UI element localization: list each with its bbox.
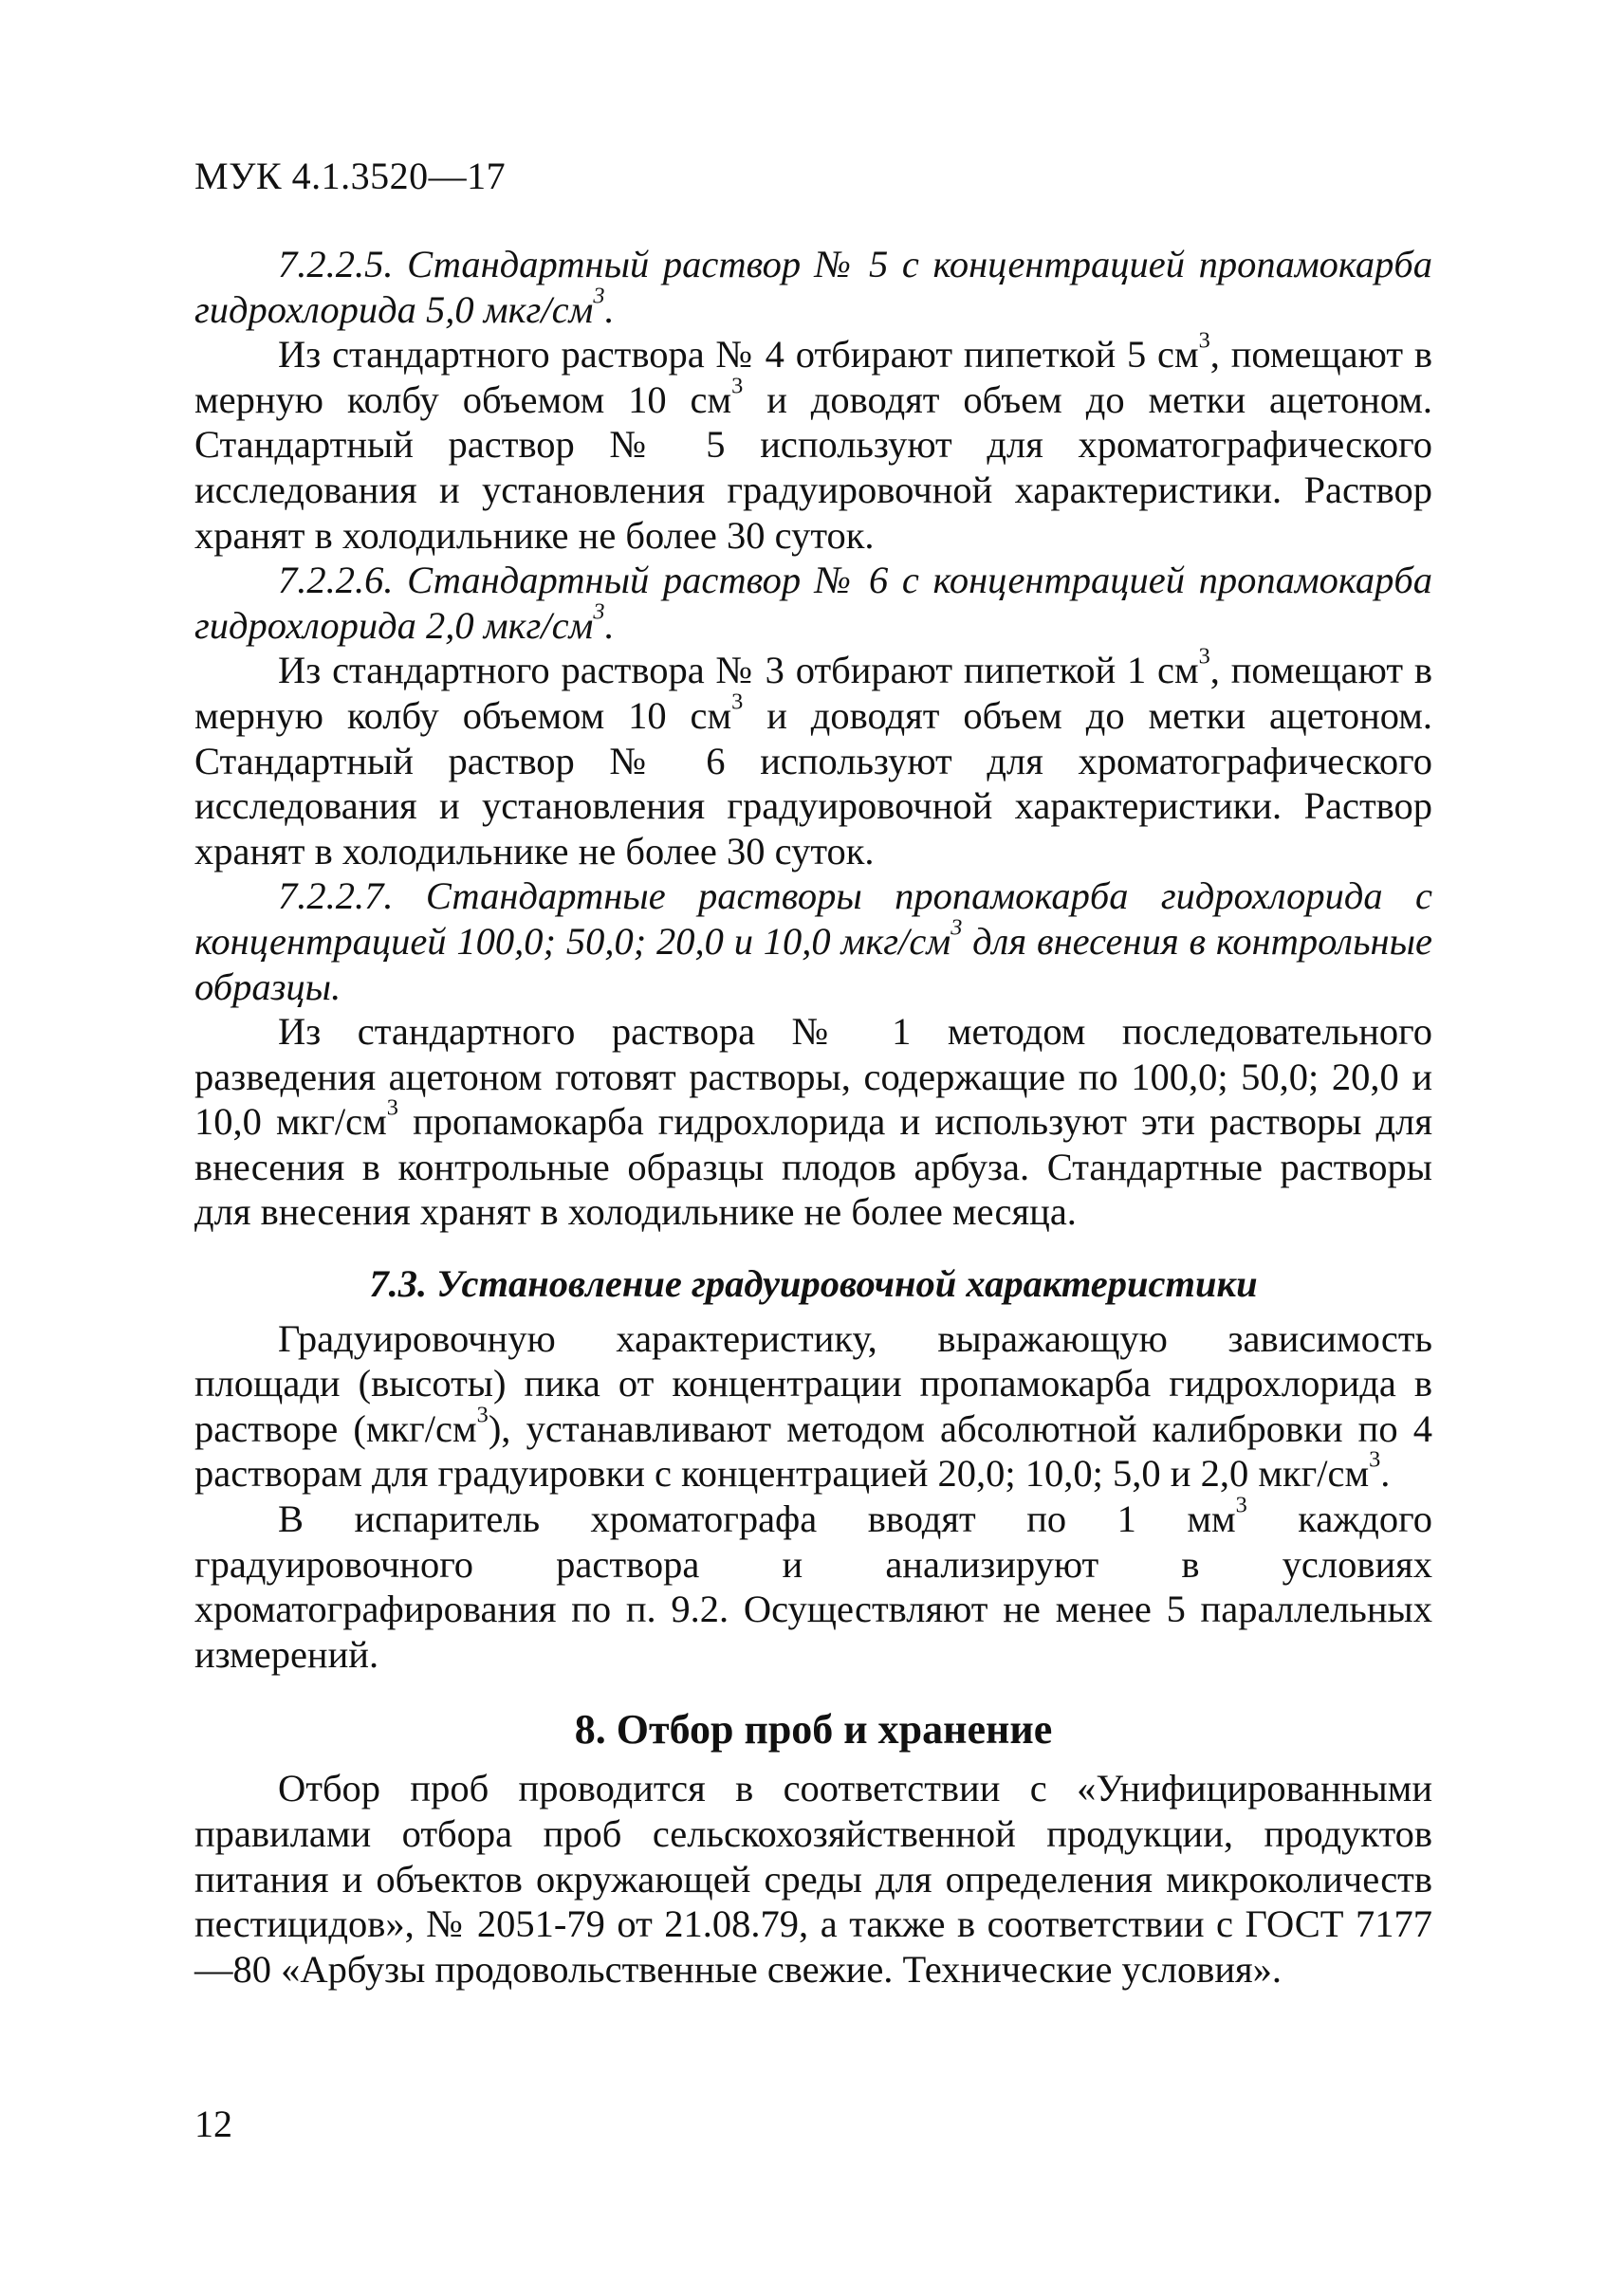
superscript: 3	[386, 1094, 398, 1121]
superscript: 3	[593, 282, 605, 308]
text-run: , помещают в мерную колбу объемом 10 см	[194, 649, 1433, 737]
superscript: 3	[593, 598, 605, 625]
text-run: , помещают в мерную колбу объемом 10 см	[194, 333, 1433, 421]
superscript: 3	[1369, 1446, 1381, 1473]
text-run: каждого градуировочного раствора и анализируют в условиях хроматографирования по п. 9.2. Осуществляют не менее 5 параллельных измерений.	[194, 1497, 1432, 1676]
heading-7-2-2-5	[194, 242, 1432, 332]
text-run: В испаритель хроматографа вводят по 1 мм	[278, 1497, 1236, 1541]
heading-text-end: для внесения в контрольные образцы.	[194, 919, 1432, 1008]
page-content	[194, 242, 1432, 1992]
paragraph-7-2-2-5	[194, 327, 1433, 558]
heading-7-3: 7.3. Установление градуировочной характеристики	[369, 1262, 1258, 1306]
text-run: Из стандартного раствора № 3 отбирают пипеткой 1 см	[278, 649, 1199, 692]
heading-text: 7.2.2.5. Стандартный раствор № 5 с концентрацией пропамокарба гидрохлорида 5,0 мкг/см	[194, 243, 1432, 331]
text-run: ), устанавливают методом абсолютной калибровки по 4 растворам для градуировки с концентрацией 20,0; 10,0; 5,0 и 2,0 мкг/см	[194, 1406, 1433, 1496]
text-run: и доводят объем до метки ацетоном. Стандартный раствор № 5 используют для хроматографического исследования и установления градуировочной характеристики. Раствор хранят в холодильнике не более 30 суток.	[194, 377, 1432, 557]
heading-text: 7.2.2.6. Стандартный раствор № 6 с концентрацией пропамокарба гидрохлорида 2,0 мкг/см	[194, 559, 1432, 647]
superscript: 3	[950, 914, 963, 941]
superscript: 3	[1198, 643, 1210, 670]
page-number: 12	[194, 2103, 232, 2145]
heading-7-2-2-6	[194, 558, 1432, 648]
text-run: и доводят объем до метки ацетоном. Стандартный раствор № 6 используют для хроматографического исследования и установления градуировочной характеристики. Раствор хранят в холодильнике не более 30 суток.	[194, 693, 1432, 872]
text-run: Из стандартного раствора № 4 отбирают пипеткой 5 см	[278, 333, 1199, 377]
heading-end: .	[604, 287, 615, 331]
heading-7-2-2-7	[194, 873, 1432, 1009]
superscript: 3	[1198, 327, 1210, 354]
document-code: МУК 4.1.3520—17	[194, 155, 507, 197]
superscript: 3	[731, 373, 744, 399]
superscript: 3	[1235, 1492, 1247, 1518]
text-run: .	[1380, 1452, 1391, 1496]
paragraph-7-2-2-7	[194, 1009, 1432, 1235]
text-run: Градуировочную характеристику, выражающую зависимость площади (высоты) пика от концентрации пропамокарба гидрохлорида в растворе (мкг/см	[194, 1316, 1432, 1450]
paragraph-7-3-injection	[194, 1492, 1432, 1677]
paragraph-7-2-2-6	[194, 643, 1433, 873]
text-run: Из стандартного раствора № 1 методом последовательного разведения ацетоном готовят растворы, содержащие по 100,0; 50,0; 20,0 и 10,0 мкг/см	[194, 1010, 1432, 1144]
text-run: пропамокарба гидрохлорида и используют эти растворы для внесения в контрольные образцы плодов арбуза. Стандартные растворы для внесения хранят в холодильнике не более месяца.	[194, 1100, 1432, 1234]
heading-section-8: 8. Отбор проб и хранение	[574, 1706, 1053, 1754]
superscript: 3	[731, 689, 744, 715]
paragraph-section-8: Отбор проб проводится в соответствии с «Унифицированными правилами отбора проб сельскохозяйственной продукции, продуктов питания и объектов окружающей среды для определения микроколичеств пестицидов», № 2051-79 от 21.08.79, а также в соответствии с ГОСТ 7177—80 «Арбузы продовольственные свежие. Технические условия».	[194, 1767, 1432, 1991]
heading-end: .	[604, 603, 615, 647]
superscript: 3	[476, 1402, 489, 1428]
heading-text: 7.2.2.7. Стандартные растворы пропамокарба гидрохлорида с концентрацией 100,0; 50,0; 20,0 и 10,0 мкг/см	[194, 874, 1432, 963]
paragraph-7-3-calibration	[194, 1316, 1432, 1497]
